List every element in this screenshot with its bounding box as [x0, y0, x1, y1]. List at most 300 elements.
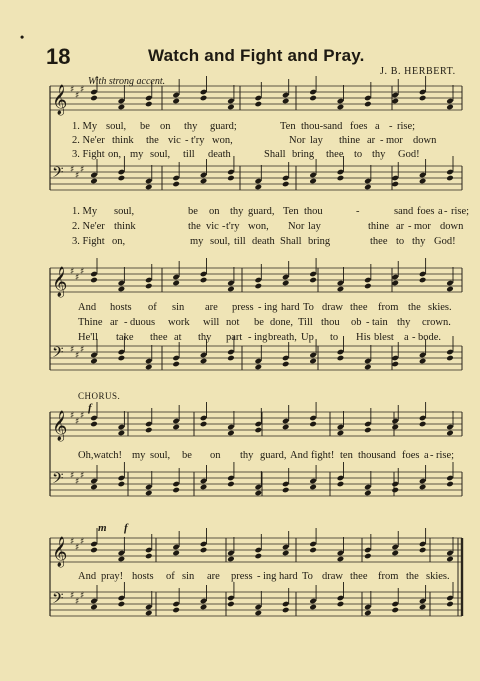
note-head — [364, 427, 372, 434]
note-head — [145, 610, 153, 617]
lyric-syllable: hard — [279, 571, 298, 582]
lyric-syllable: not — [226, 317, 240, 328]
lyric-syllable: - — [380, 135, 384, 146]
bass-clef-icon: 𝄢 — [52, 344, 64, 365]
lyric-syllable: pray! — [101, 571, 124, 582]
lyric-syllable: thou — [321, 317, 340, 328]
lyric-syllable: - — [444, 206, 448, 217]
lyric-syllable: a — [438, 206, 443, 217]
note-head — [118, 430, 126, 437]
lyric-syllable: 3. Fight — [72, 236, 105, 247]
note-head — [391, 487, 399, 494]
note-head — [227, 104, 235, 111]
note-head — [118, 556, 126, 563]
note-head — [364, 610, 372, 617]
lyric-syllable: ing — [263, 571, 277, 582]
lyric-syllable: rise; — [397, 121, 416, 132]
sharp-icon: ♯ — [75, 477, 80, 487]
note-head — [337, 355, 345, 362]
lyric-syllable: - — [430, 450, 434, 461]
treble-clef-icon: 𝄞 — [52, 85, 68, 115]
lyric-line: 1. My — [72, 121, 98, 132]
lyric-syllable: God! — [398, 149, 420, 160]
lyric-syllable: thy — [230, 206, 244, 217]
lyric-syllable: Shall — [264, 149, 286, 160]
note-head — [200, 277, 208, 284]
note-head — [227, 430, 235, 437]
lyric-syllable: the — [408, 302, 421, 313]
lyric-syllable: soul, — [150, 450, 171, 461]
lyric-syllable: to — [396, 236, 405, 247]
note-head — [364, 101, 372, 108]
note-head — [446, 430, 454, 437]
note-head — [145, 101, 153, 108]
note-head — [309, 277, 317, 284]
lyric-syllable: - — [356, 206, 360, 217]
note-head — [255, 364, 263, 371]
bass-clef-icon: 𝄢 — [52, 164, 64, 185]
lyric-syllable: on, — [108, 149, 122, 160]
note-head — [255, 101, 263, 108]
note-head — [337, 286, 345, 293]
note-head — [282, 98, 290, 105]
note-head — [446, 355, 454, 362]
note-head — [446, 175, 454, 182]
lyric-syllable: sin — [182, 571, 195, 582]
lyric-syllable: be — [188, 206, 198, 217]
note-head — [446, 556, 454, 563]
note-head — [227, 601, 235, 608]
sharp-icon: ♯ — [70, 345, 75, 355]
note-head — [172, 181, 180, 188]
note-head — [309, 358, 317, 365]
lyric-syllable: soul, — [114, 206, 135, 217]
lyric-syllable: - — [258, 302, 262, 313]
lyric-syllable: death — [208, 149, 231, 160]
lyric-syllable: soul, — [210, 236, 231, 247]
lyric-syllable: t'ry — [191, 135, 205, 146]
treble-clef-icon: 𝄞 — [52, 537, 68, 567]
sharp-icon: ♯ — [75, 351, 80, 361]
lyric-syllable: think — [112, 135, 134, 146]
note-head — [282, 181, 290, 188]
note-head — [391, 361, 399, 368]
lyric-syllable: - — [124, 317, 128, 328]
sharp-icon: ♯ — [70, 267, 75, 277]
treble-clef-icon: 𝄞 — [52, 267, 68, 297]
lyric-syllable: hard — [281, 302, 300, 313]
sharp-icon: ♯ — [75, 171, 80, 181]
lyric-syllable: think — [114, 221, 136, 232]
lyric-syllable: 2. Ne'er — [72, 221, 105, 232]
lyric-syllable: 1. My — [72, 206, 98, 217]
lyric-syllable: till — [234, 236, 246, 247]
lyric-syllable: foes — [417, 206, 435, 217]
lyric-syllable: Ten — [280, 121, 296, 132]
lyric-syllable: of — [166, 571, 175, 582]
lyric-syllable: 3. Fight — [72, 149, 105, 160]
lyric-syllable: Up — [301, 332, 314, 343]
sharp-icon: ♯ — [75, 91, 80, 101]
note-head — [227, 556, 235, 563]
lyric-syllable: Nor — [289, 135, 306, 146]
note-head — [446, 481, 454, 488]
lyric-syllable: sin — [172, 302, 185, 313]
note-head — [446, 286, 454, 293]
lyric-syllable: part — [226, 332, 243, 343]
lyric-syllable: To — [303, 302, 314, 313]
lyric-syllable: guard, — [260, 450, 287, 461]
note-head — [90, 604, 98, 611]
lyric-syllable: And — [290, 450, 309, 461]
note-head — [419, 95, 427, 102]
note-head — [145, 184, 153, 191]
note-head — [282, 550, 290, 557]
note-head — [118, 104, 126, 111]
lyric-syllable: from — [378, 571, 399, 582]
lyric-syllable: press — [231, 571, 253, 582]
lyric-syllable: soul, — [150, 149, 171, 160]
lyric-syllable: ar — [367, 135, 376, 146]
lyric-syllable: mor — [386, 135, 403, 146]
lyric-syllable: duous — [130, 317, 156, 328]
note-head — [90, 421, 98, 428]
lyric-syllable: a — [424, 450, 429, 461]
note-head — [337, 430, 345, 437]
lyric-syllable: Oh,watch! — [78, 450, 123, 461]
lyric-syllable: are — [207, 571, 220, 582]
lyric-syllable: on — [210, 450, 221, 461]
note-head — [172, 280, 180, 287]
sharp-icon: ♯ — [80, 345, 85, 355]
lyric-syllable: thy — [412, 236, 426, 247]
note-head — [255, 427, 263, 434]
sharp-icon: ♯ — [80, 471, 85, 481]
lyric-syllable: till — [183, 149, 195, 160]
treble-clef-icon: 𝄞 — [52, 411, 68, 441]
note-head — [90, 484, 98, 491]
lyric-syllable: foes — [402, 450, 420, 461]
lyric-syllable: vic — [206, 221, 219, 232]
lyric-syllable: rise; — [436, 450, 455, 461]
note-head — [172, 98, 180, 105]
lyric-syllable: be — [182, 450, 192, 461]
note-head — [172, 550, 180, 557]
lyric-syllable: will — [203, 317, 220, 328]
lyric-syllable: Thine — [78, 317, 103, 328]
lyric-syllable: thine — [339, 135, 360, 146]
sharp-icon: ♯ — [70, 411, 75, 421]
lyric-syllable: To — [302, 571, 313, 582]
lyric-syllable: the — [188, 221, 201, 232]
lyric-syllable: mor — [414, 221, 431, 232]
tempo-marking: With strong accent. — [88, 76, 166, 87]
sharp-icon: ♯ — [75, 543, 80, 553]
lyric-syllable: foes — [350, 121, 368, 132]
lyric-syllable: guard, — [248, 206, 275, 217]
note-head — [446, 601, 454, 608]
dynamic-mezzo: m — [98, 522, 107, 534]
lyric-syllable: crown. — [422, 317, 451, 328]
lyric-syllable: - — [366, 317, 370, 328]
note-head — [118, 355, 126, 362]
lyric-syllable: Till — [298, 317, 313, 328]
note-head — [145, 427, 153, 434]
note-head — [364, 490, 372, 497]
note-head — [227, 355, 235, 362]
note-head — [419, 604, 427, 611]
dynamic-forte-chorus: f — [88, 402, 92, 414]
lyric-syllable: the — [406, 571, 419, 582]
note-head — [282, 607, 290, 614]
note-head — [200, 95, 208, 102]
note-head — [391, 280, 399, 287]
note-head — [90, 95, 98, 102]
lyric-syllable: bode. — [418, 332, 442, 343]
note-head — [364, 364, 372, 371]
lyric-syllable: take — [116, 332, 134, 343]
lyric-syllable: - — [248, 332, 252, 343]
lyric-syllable: thee — [350, 302, 368, 313]
note-head — [391, 98, 399, 105]
note-head — [391, 181, 399, 188]
note-head — [255, 610, 263, 617]
note-head — [255, 490, 263, 497]
note-head — [364, 184, 372, 191]
lyric-syllable: He'll — [78, 332, 98, 343]
lyric-syllable: my — [132, 450, 146, 461]
lyric-syllable: - — [412, 332, 416, 343]
note-head — [419, 178, 427, 185]
lyric-syllable: Shall — [280, 236, 302, 247]
lyric-syllable: - — [408, 221, 412, 232]
lyric-syllable: work — [168, 317, 190, 328]
lyric-syllable: ing — [264, 302, 278, 313]
note-head — [118, 481, 126, 488]
note-head — [90, 277, 98, 284]
note-head — [337, 104, 345, 111]
lyric-syllable: bring — [292, 149, 315, 160]
lyric-syllable: thee — [370, 236, 388, 247]
note-head — [200, 421, 208, 428]
note-head — [200, 484, 208, 491]
lyric-syllable: on, — [112, 236, 126, 247]
note-head — [172, 361, 180, 368]
lyric-syllable: blest — [374, 332, 394, 343]
lyric-syllable: ob — [351, 317, 362, 328]
note-head — [227, 286, 235, 293]
lyric-syllable: ar — [396, 221, 405, 232]
note-head — [200, 358, 208, 365]
hymn-title: Watch and Fight and Pray. — [148, 46, 365, 65]
note-head — [364, 553, 372, 560]
sharp-icon: ♯ — [80, 267, 85, 277]
note-head — [309, 421, 317, 428]
bass-clef-icon: 𝄢 — [52, 470, 64, 491]
lyric-syllable: to — [330, 332, 339, 343]
note-head — [391, 550, 399, 557]
lyric-syllable: - — [257, 571, 261, 582]
lyric-syllable: sand — [394, 206, 414, 217]
note-head — [227, 481, 235, 488]
note-head — [282, 280, 290, 287]
lyric-syllable: thee — [350, 571, 368, 582]
note-head — [90, 547, 98, 554]
note-head — [227, 175, 235, 182]
note-head — [337, 175, 345, 182]
note-head — [419, 358, 427, 365]
lyric-syllable: thy — [397, 317, 411, 328]
note-head — [200, 604, 208, 611]
lyric-syllable: - — [185, 135, 189, 146]
lyric-syllable: thee — [150, 332, 168, 343]
lyric-syllable: thine — [368, 221, 389, 232]
lyric-syllable: And — [78, 302, 97, 313]
lyric-syllable: lay — [308, 221, 321, 232]
lyric-syllable: hosts — [132, 571, 154, 582]
note-head — [145, 490, 153, 497]
lyric-syllable: bring — [308, 236, 331, 247]
lyric-syllable: to — [354, 149, 363, 160]
lyric-syllable: - — [222, 221, 226, 232]
note-head — [172, 487, 180, 494]
note-head — [391, 424, 399, 431]
lyric-syllable: skies. — [428, 302, 452, 313]
note-head — [200, 178, 208, 185]
note-head — [172, 607, 180, 614]
note-head — [309, 547, 317, 554]
lyric-syllable: be — [140, 121, 150, 132]
lyric-syllable: ten — [340, 450, 353, 461]
sharp-icon: ♯ — [80, 591, 85, 601]
lyric-syllable: on — [160, 121, 171, 132]
lyric-syllable: done, — [270, 317, 294, 328]
lyric-syllable: God! — [434, 236, 456, 247]
note-head — [391, 607, 399, 614]
note-head — [255, 283, 263, 290]
note-head — [282, 424, 290, 431]
lyric-syllable: thee — [326, 149, 344, 160]
composer-credit: J. B. HERBERT. — [380, 66, 456, 77]
note-head — [419, 484, 427, 491]
lyric-syllable: draw — [322, 571, 343, 582]
sharp-icon: ♯ — [80, 85, 85, 95]
lyric-syllable: Nor — [288, 221, 305, 232]
note-head — [309, 604, 317, 611]
lyric-syllable: a — [404, 332, 409, 343]
lyric-syllable: thousand — [358, 450, 396, 461]
lyric-syllable: down — [413, 135, 437, 146]
note-head — [145, 364, 153, 371]
lyric-syllable: His — [356, 332, 371, 343]
note-head — [337, 481, 345, 488]
note-head — [200, 547, 208, 554]
note-head — [309, 484, 317, 491]
note-head — [145, 553, 153, 560]
lyric-syllable: - — [389, 121, 393, 132]
dynamic-forte-pray: f — [124, 522, 128, 534]
lyric-syllable: on — [209, 206, 220, 217]
sharp-icon: ♯ — [70, 85, 75, 95]
note-head — [446, 104, 454, 111]
lyric-syllable: Ten — [283, 206, 299, 217]
note-head — [337, 556, 345, 563]
lyric-syllable: vic — [168, 135, 181, 146]
lyric-syllable: fight! — [311, 450, 335, 461]
note-head — [145, 283, 153, 290]
lyric-syllable: thy — [198, 332, 212, 343]
lyric-syllable: tain — [372, 317, 388, 328]
note-head — [255, 184, 263, 191]
note-head — [309, 95, 317, 102]
note-head — [419, 547, 427, 554]
lyric-syllable: breath, — [268, 332, 297, 343]
lyric-syllable: my — [130, 149, 144, 160]
note-head — [255, 553, 263, 560]
lyric-syllable: lay — [310, 135, 323, 146]
lyric-syllable: And — [78, 571, 97, 582]
lyric-syllable: thy — [184, 121, 198, 132]
note-head — [90, 178, 98, 185]
note-head — [90, 358, 98, 365]
lyric-syllable: t'ry — [226, 221, 240, 232]
lyric-syllable: ing — [254, 332, 268, 343]
lyric-syllable: thy — [240, 450, 254, 461]
note-head — [118, 601, 126, 608]
note-head — [419, 277, 427, 284]
lyric-syllable: draw — [322, 302, 343, 313]
corner-mark-icon: • — [20, 30, 25, 44]
lyric-syllable: be — [254, 317, 264, 328]
lyric-syllable: soul, — [106, 121, 127, 132]
note-head — [309, 178, 317, 185]
note-head — [337, 601, 345, 608]
lyric-syllable: down — [440, 221, 464, 232]
note-head — [118, 286, 126, 293]
page-number: 18 — [46, 44, 71, 69]
sharp-icon: ♯ — [75, 273, 80, 283]
lyric-syllable: hosts — [110, 302, 132, 313]
sharp-icon: ♯ — [75, 417, 80, 427]
lyric-syllable: my — [190, 236, 204, 247]
sharp-icon: ♯ — [80, 411, 85, 421]
note-head — [282, 487, 290, 494]
lyric-syllable: of — [148, 302, 157, 313]
sharp-icon: ♯ — [80, 537, 85, 547]
bass-clef-icon: 𝄢 — [52, 590, 64, 611]
chorus-label: CHORUS. — [78, 391, 121, 401]
note-head — [364, 283, 372, 290]
lyric-syllable: skies. — [426, 571, 450, 582]
lyric-syllable: thy — [372, 149, 386, 160]
lyric-syllable: rise; — [451, 206, 470, 217]
sharp-icon: ♯ — [80, 165, 85, 175]
note-head — [419, 421, 427, 428]
lyric-syllable: won, — [212, 135, 233, 146]
lyric-syllable: the — [146, 135, 159, 146]
lyric-syllable: from — [378, 302, 399, 313]
note-head — [172, 424, 180, 431]
sharp-icon: ♯ — [70, 165, 75, 175]
note-head — [282, 361, 290, 368]
lyric-syllable: death — [252, 236, 275, 247]
note-head — [118, 175, 126, 182]
sharp-icon: ♯ — [70, 591, 75, 601]
sharp-icon: ♯ — [70, 537, 75, 547]
lyric-syllable: thou — [304, 206, 323, 217]
sharp-icon: ♯ — [70, 471, 75, 481]
lyric-syllable: 2. Ne'er — [72, 135, 105, 146]
